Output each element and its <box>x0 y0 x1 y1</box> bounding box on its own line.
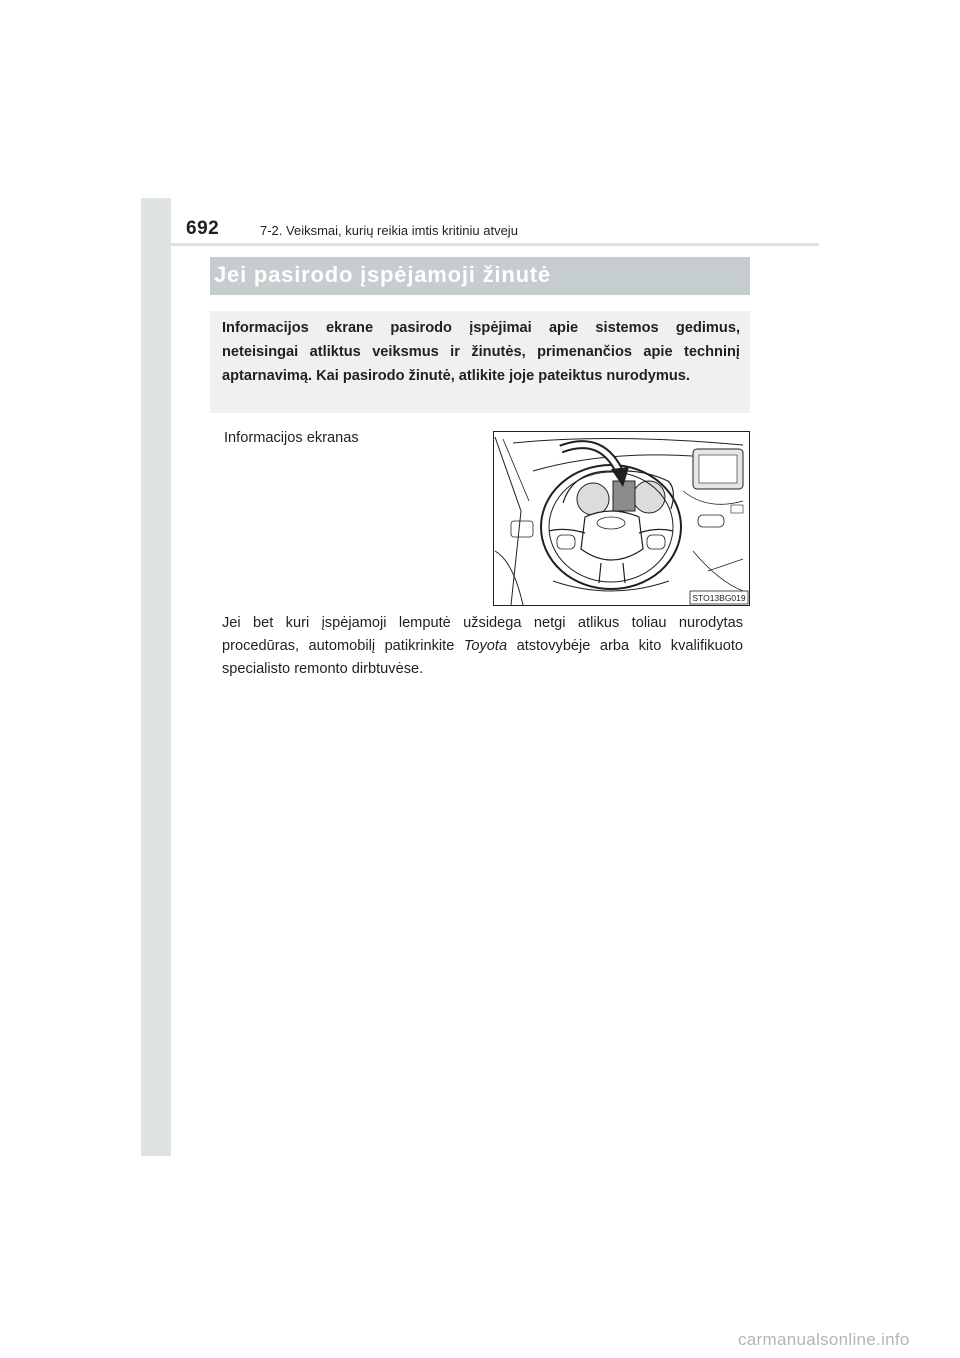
body-text-part-1: Jei bet kuri įspėjamoji lemputė užsidega netgi atlikus toliau nurodytas procedūras, automobilį patikrinkite <box>222 615 743 654</box>
figure-label: Informacijos ekranas <box>224 430 359 446</box>
running-header: 7-2. Veiksmai, kurių reikia imtis kritiniu atveju <box>260 223 518 238</box>
watermark: carmanualsonline.info <box>738 1330 910 1349</box>
intro-paragraph: Informacijos ekrane pasirodo įspėjimai apie sistemos gedimus, neteisingai atliktus veiksmus ir žinutės, primenančios apie techninį aptarnavimą. Kai pasirodo žinutė, atlikite joje pateiktus nurodymus. <box>222 320 740 384</box>
brand-name: Toyota <box>463 638 508 654</box>
section-title: Jei pasirodo įspėjamoji žinutė <box>214 262 551 287</box>
side-margin-band <box>141 198 171 1156</box>
header-rule <box>171 243 819 246</box>
figure-code: STO13BG019 <box>692 593 746 603</box>
page-number: 692 <box>186 218 220 239</box>
body-text-part-2: atstovybėje arba kito kvalifikuoto specialisto remonto dirbtuvėse. <box>222 638 743 677</box>
steering-wheel-illustration <box>493 431 750 606</box>
body-paragraph <box>222 612 743 681</box>
